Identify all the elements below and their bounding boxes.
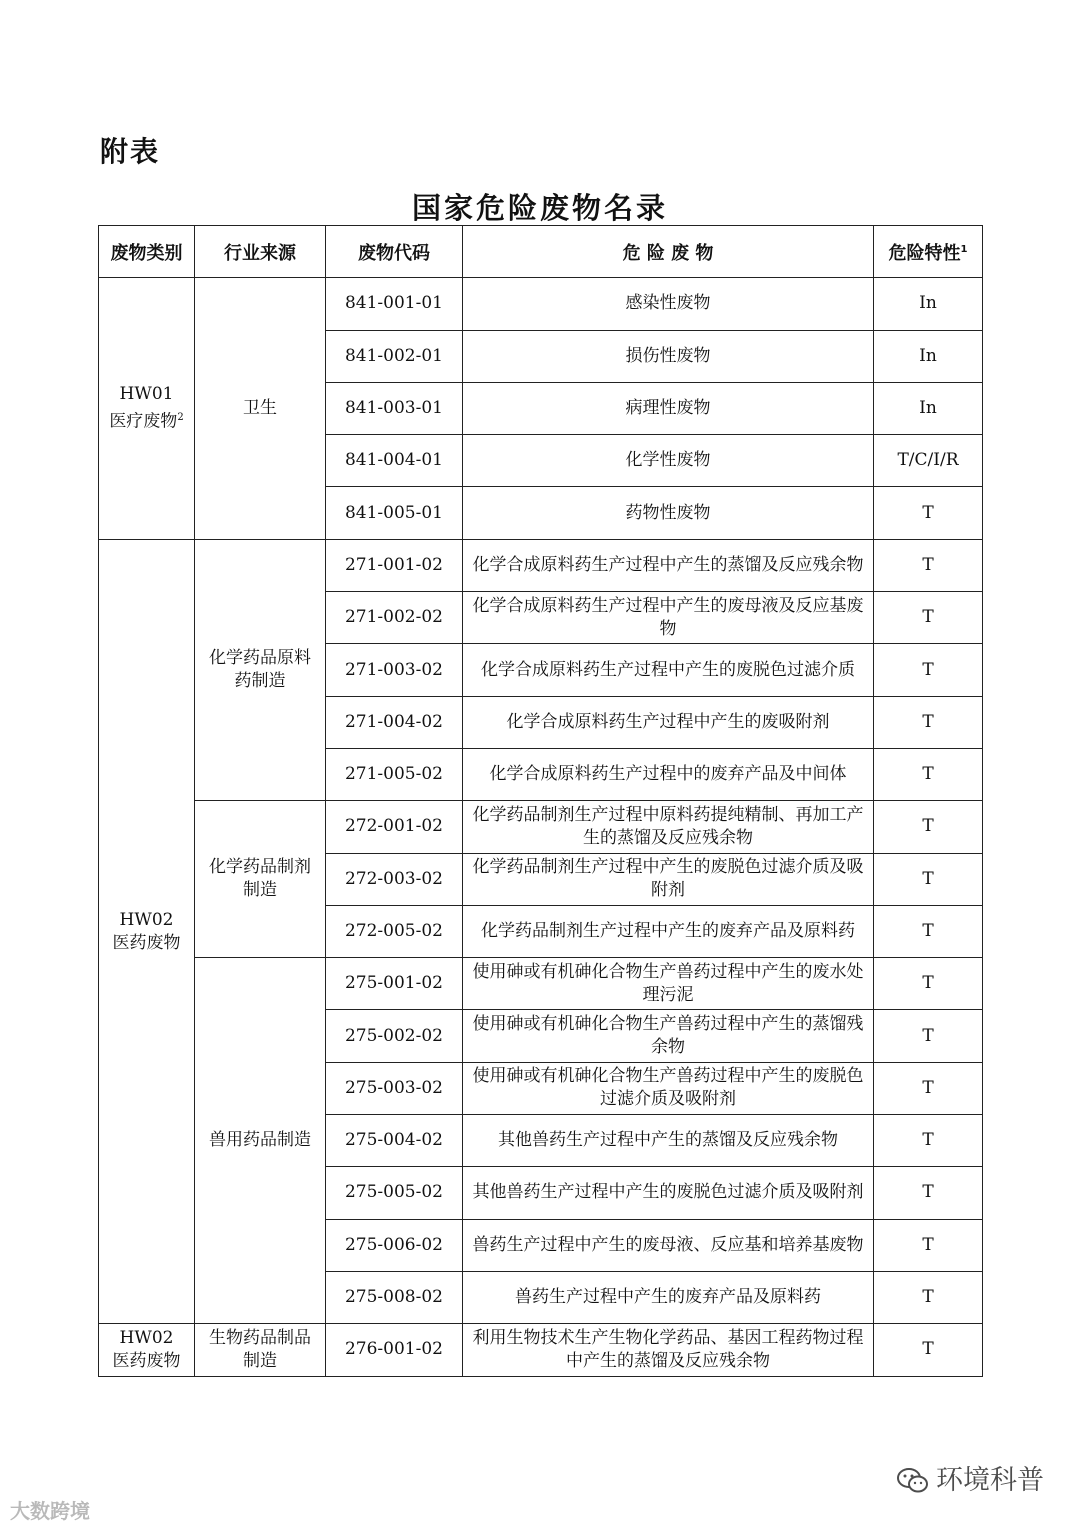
- industry-cell: 化学药品制剂制造: [195, 801, 326, 958]
- table-row: [99, 958, 983, 1010]
- waste-code-cell: 272-001-02: [326, 801, 463, 853]
- waste-code-cell: 271-003-02: [326, 644, 463, 696]
- hazard-cell: T: [874, 592, 983, 644]
- waste-description-cell: 其他兽药生产过程中产生的废脱色过滤介质及吸附剂: [463, 1167, 874, 1219]
- category-cell: [99, 278, 195, 539]
- waste-description-cell: 化学合成原料药生产过程中产生的废母液及反应基废物: [463, 592, 874, 644]
- industry-cell: 化学药品原料药制造: [195, 539, 326, 800]
- industry-cell: 生物药品制品制造: [195, 1324, 326, 1376]
- page-heading: 附表: [100, 135, 161, 168]
- waste-code-cell: 275-003-02: [326, 1062, 463, 1114]
- waste-code-cell: 275-002-02: [326, 1010, 463, 1062]
- waste-code-cell: 275-004-02: [326, 1115, 463, 1167]
- category-name-text: 医药废物: [112, 1350, 181, 1371]
- watermark-right-text: 环境科普: [936, 1465, 1044, 1496]
- waste-description-cell: 化学合成原料药生产过程中产生的蒸馏及反应残余物: [463, 539, 874, 591]
- category-name: [102, 406, 191, 434]
- hazard-cell: T: [874, 748, 983, 800]
- waste-code-cell: 841-003-01: [326, 382, 463, 434]
- waste-code-cell: 275-005-02: [326, 1167, 463, 1219]
- header-hazard-label: 危险特性: [888, 242, 961, 264]
- waste-code-cell: 271-001-02: [326, 539, 463, 591]
- hazard-cell: T: [874, 487, 983, 539]
- waste-code-cell: 275-008-02: [326, 1271, 463, 1323]
- hazard-cell: In: [874, 278, 983, 330]
- hazard-cell: T: [874, 1324, 983, 1376]
- header-hazard: [874, 226, 983, 278]
- hazard-cell: T: [874, 1010, 983, 1062]
- table-row: [99, 278, 983, 330]
- header-category: 废物类别: [99, 226, 195, 278]
- hazard-cell: T: [874, 1167, 983, 1219]
- hazard-cell: T: [874, 1115, 983, 1167]
- waste-description-cell: 病理性废物: [463, 382, 874, 434]
- waste-description-cell: 使用砷或有机砷化合物生产兽药过程中产生的废脱色过滤介质及吸附剂: [463, 1062, 874, 1114]
- industry-cell: 兽用药品制造: [195, 958, 326, 1324]
- waste-description-cell: 利用生物技术生产生物化学药品、基因工程药物过程中产生的蒸馏及反应残余物: [463, 1324, 874, 1376]
- category-name: [102, 1350, 191, 1373]
- waste-code-cell: 275-001-02: [326, 958, 463, 1010]
- document-title: 国家危险废物名录: [411, 191, 668, 225]
- hazard-cell: T: [874, 644, 983, 696]
- waste-description-cell: 其他兽药生产过程中产生的蒸馏及反应残余物: [463, 1115, 874, 1167]
- header-waste: 危 险 废 物: [463, 226, 874, 278]
- wechat-icon: [896, 1467, 930, 1495]
- waste-code-cell: 276-001-02: [326, 1324, 463, 1376]
- waste-code-cell: 275-006-02: [326, 1219, 463, 1271]
- waste-code-cell: 841-005-01: [326, 487, 463, 539]
- category-name: [102, 932, 191, 955]
- waste-description-cell: 化学合成原料药生产过程中产生的废脱色过滤介质: [463, 644, 874, 696]
- waste-description-cell: 化学性废物: [463, 435, 874, 487]
- waste-description-cell: 药物性废物: [463, 487, 874, 539]
- waste-description-cell: 损伤性废物: [463, 330, 874, 382]
- category-code: HW01: [119, 384, 174, 405]
- category-cell: [99, 1324, 195, 1376]
- table-row: [99, 539, 983, 591]
- hazard-cell: T: [874, 539, 983, 591]
- hazard-cell: T: [874, 958, 983, 1010]
- waste-description-cell: 使用砷或有机砷化合物生产兽药过程中产生的废水处理污泥: [463, 958, 874, 1010]
- hazard-cell: T: [874, 696, 983, 748]
- table-row: [99, 801, 983, 853]
- table-header-row: [99, 226, 983, 278]
- header-code: 废物代码: [326, 226, 463, 278]
- waste-description-cell: 化学药品制剂生产过程中产生的废脱色过滤介质及吸附剂: [463, 853, 874, 905]
- waste-code-cell: 841-002-01: [326, 330, 463, 382]
- header-hazard-note: 1: [960, 243, 968, 255]
- hazard-cell: T: [874, 1219, 983, 1271]
- waste-code-cell: 272-005-02: [326, 905, 463, 957]
- table-row: [99, 1324, 983, 1376]
- watermark-right: [896, 1458, 1044, 1497]
- hazard-cell: T: [874, 853, 983, 905]
- waste-description-cell: 使用砷或有机砷化合物生产兽药过程中产生的蒸馏残余物: [463, 1010, 874, 1062]
- waste-code-cell: 841-001-01: [326, 278, 463, 330]
- waste-description-cell: 兽药生产过程中产生的废弃产品及原料药: [463, 1271, 874, 1323]
- watermark-left: 大数跨境: [10, 1499, 90, 1523]
- hazard-cell: T/C/I/R: [874, 435, 983, 487]
- waste-code-cell: 271-005-02: [326, 748, 463, 800]
- waste-code-cell: 272-003-02: [326, 853, 463, 905]
- hazardous-waste-table: [98, 225, 983, 1377]
- category-name-text: 医疗废物: [109, 411, 178, 432]
- waste-description-cell: 兽药生产过程中产生的废母液、反应基和培养基废物: [463, 1219, 874, 1271]
- hazard-cell: T: [874, 1062, 983, 1114]
- category-cell: [99, 539, 195, 1323]
- waste-description-cell: 化学药品制剂生产过程中原料药提纯精制、再加工产生的蒸馏及反应残余物: [463, 801, 874, 853]
- industry-cell: 卫生: [195, 278, 326, 539]
- category-code: HW02: [119, 1327, 174, 1348]
- hazard-cell: T: [874, 1271, 983, 1323]
- waste-code-cell: 271-004-02: [326, 696, 463, 748]
- category-name-text: 医药废物: [112, 932, 181, 953]
- waste-code-cell: 271-002-02: [326, 592, 463, 644]
- category-note: 2: [177, 412, 184, 424]
- waste-code-cell: 841-004-01: [326, 435, 463, 487]
- hazard-cell: In: [874, 382, 983, 434]
- header-industry: 行业来源: [195, 226, 326, 278]
- waste-description-cell: 感染性废物: [463, 278, 874, 330]
- waste-description-cell: 化学合成原料药生产过程中产生的废吸附剂: [463, 696, 874, 748]
- waste-description-cell: 化学药品制剂生产过程中产生的废弃产品及原料药: [463, 905, 874, 957]
- hazard-cell: T: [874, 905, 983, 957]
- hazard-cell: In: [874, 330, 983, 382]
- waste-description-cell: 化学合成原料药生产过程中的废弃产品及中间体: [463, 748, 874, 800]
- hazard-cell: T: [874, 801, 983, 853]
- table-body: [99, 278, 983, 1376]
- category-code: HW02: [119, 909, 174, 930]
